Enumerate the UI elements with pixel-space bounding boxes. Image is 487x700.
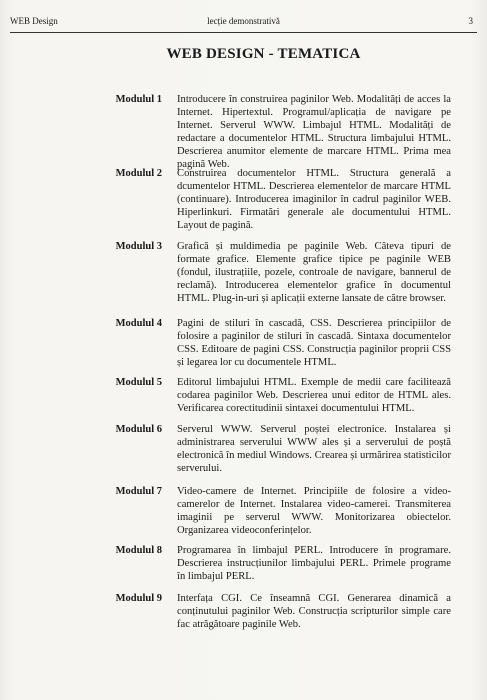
module-description: Serverul WWW. Serverul poștei electronice. Instalarea și administrarea serverului WWW ales și a serverului de poștă electronică în mediul Windows. Crearea și urmărirea statisticilor serverului.: [177, 424, 451, 474]
module-name: Modulul 6: [115, 424, 162, 435]
module-description: Construirea documentelor HTML. Structura generală a dcumentelor HTML. Descrierea elementelor de marcare HTML (continuare). Introducerea imaginilor în cadrul paginilor WEB. Hiperlinkuri. Firmatări generale ale documentului HTML. Layout de pagină.: [177, 168, 451, 231]
module-name: Modulul 8: [115, 545, 162, 556]
module-name: Modulul 4: [115, 318, 162, 329]
module-description: Grafică și muldimedia pe paginile Web. Câteva tipuri de formate grafice. Elemente grafice tipice pe paginile WEB (fondul, ilustrațiile, pozele, controale de navigare, bannerul de reclamă). Introducerea elementelor grafice în documentul HTML. Plug-in-uri și aplicații externe lansate de către browser.: [177, 241, 451, 304]
module-name: Modulul 5: [115, 377, 162, 388]
module-name: Modulul 1: [115, 94, 162, 105]
header-left-text: WEB Design: [10, 16, 58, 26]
module-description: Introducere în construirea paginilor Web. Modalități de acces la Internet. Hipertextul. Programul/aplicația de navigare pe Internet. Serverul WWW. Limbajul HTML. Modalități de redactare a documentelor HTML. Structura limbajului HTML. Descrierea anumitor elemente de marcare HTML. Prima mea pagină Web.: [177, 94, 451, 170]
module-name: Modulul 3: [115, 241, 162, 252]
page-title: WEB DESIGN - TEMATICA: [166, 46, 361, 62]
module-description: Pagini de stiluri în cascadă, CSS. Descrierea principiilor de folosire a paginilor de stiluri în cascadă. Sintaxa documentelor CSS. Editoare de pagini CSS. Construcția paginilor proprii CSS și legarea lor cu documentele HTML.: [177, 318, 451, 368]
module-description: Video-camere de Internet. Principiile de folosire a video-camerelor de Internet. Instalarea video-camerei. Transmiterea imaginii pe serverul WWW. Monitorizarea obiectelor. Organizarea videoconferințelor.: [177, 486, 451, 536]
page-header: [10, 14, 477, 33]
module-description: Editorul limbajului HTML. Exemple de medii care facilitează codarea paginilor Web. Descrierea unui editor de HTML ales. Verificarea corectitudinii sintaxei documentului HTML.: [177, 377, 451, 414]
module-name: Modulul 7: [115, 486, 162, 497]
module-description: Programarea în limbajul PERL. Introducere în programare. Descrierea instrucțiunilor limbajului PERL. Primele programe în limbajul PERL.: [177, 545, 451, 582]
header-center-text: lecție demonstrativă: [207, 16, 280, 26]
page-number: 3: [468, 16, 473, 26]
module-name: Modulul 2: [115, 168, 162, 179]
module-name: Modulul 9: [115, 593, 162, 604]
module-description: Interfața CGI. Ce înseamnă CGI. Generarea dinamică a conținutului paginilor Web. Construcția scripturilor simple care fac atrăgătoare paginile Web.: [177, 593, 451, 630]
